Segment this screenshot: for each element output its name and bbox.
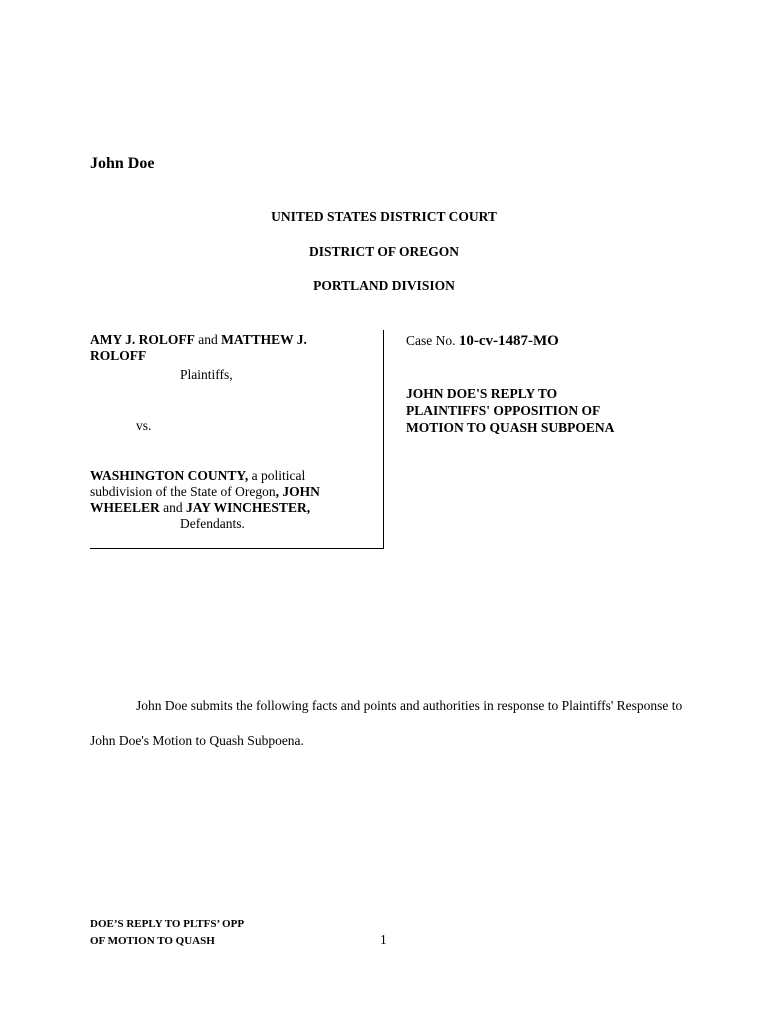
plaintiff-names bbox=[90, 332, 360, 364]
page-number: 1 bbox=[380, 932, 387, 947]
body-paragraph-text: John Doe submits the following facts and points and authorities in response to Plaintiffs' Response to John Doe's Motion to Quash Subpoena. bbox=[90, 698, 683, 748]
case-number-label: Case No. bbox=[406, 333, 456, 348]
defendant-3: JAY WINCHESTER, bbox=[186, 500, 311, 515]
case-number bbox=[406, 333, 559, 350]
defendant-2: JOHN WHEELER bbox=[90, 484, 320, 515]
comma: , bbox=[275, 484, 279, 499]
plaintiffs-role: Plaintiffs, bbox=[180, 367, 233, 382]
conjunction: and bbox=[163, 500, 183, 515]
versus: vs. bbox=[136, 418, 152, 433]
defendant-1-description: a political subdivision of the State of Oregon bbox=[90, 468, 306, 499]
court-name: UNITED STATES DISTRICT COURT bbox=[271, 209, 497, 224]
document-title-line: MOTION TO QUASH SUBPOENA bbox=[406, 420, 615, 435]
body-paragraph bbox=[90, 688, 690, 758]
author-name: John Doe bbox=[90, 155, 155, 172]
plaintiff-2: MATTHEW J. ROLOFF bbox=[90, 332, 307, 363]
defendants-role: Defendants. bbox=[180, 516, 245, 531]
case-number-value: 10-cv-1487-MO bbox=[458, 333, 559, 349]
court-division: PORTLAND DIVISION bbox=[313, 278, 455, 293]
footer-line: OF MOTION TO QUASH bbox=[90, 935, 215, 947]
conjunction: and bbox=[198, 332, 218, 347]
document-title-line: JOHN DOE'S REPLY TO bbox=[406, 386, 558, 401]
document-title bbox=[406, 385, 666, 436]
court-district: DISTRICT OF OREGON bbox=[308, 244, 460, 259]
defendant-1: WASHINGTON COUNTY, bbox=[90, 468, 249, 483]
defendant-names bbox=[90, 468, 370, 516]
case-caption-parties bbox=[90, 330, 384, 549]
document-title-line: PLAINTIFFS' OPPOSITION OF bbox=[406, 403, 601, 418]
footer-line: DOE’S REPLY TO PLTFS’ OPP bbox=[90, 918, 245, 930]
footer-title bbox=[90, 916, 244, 950]
plaintiff-1: AMY J. ROLOFF bbox=[90, 332, 195, 347]
